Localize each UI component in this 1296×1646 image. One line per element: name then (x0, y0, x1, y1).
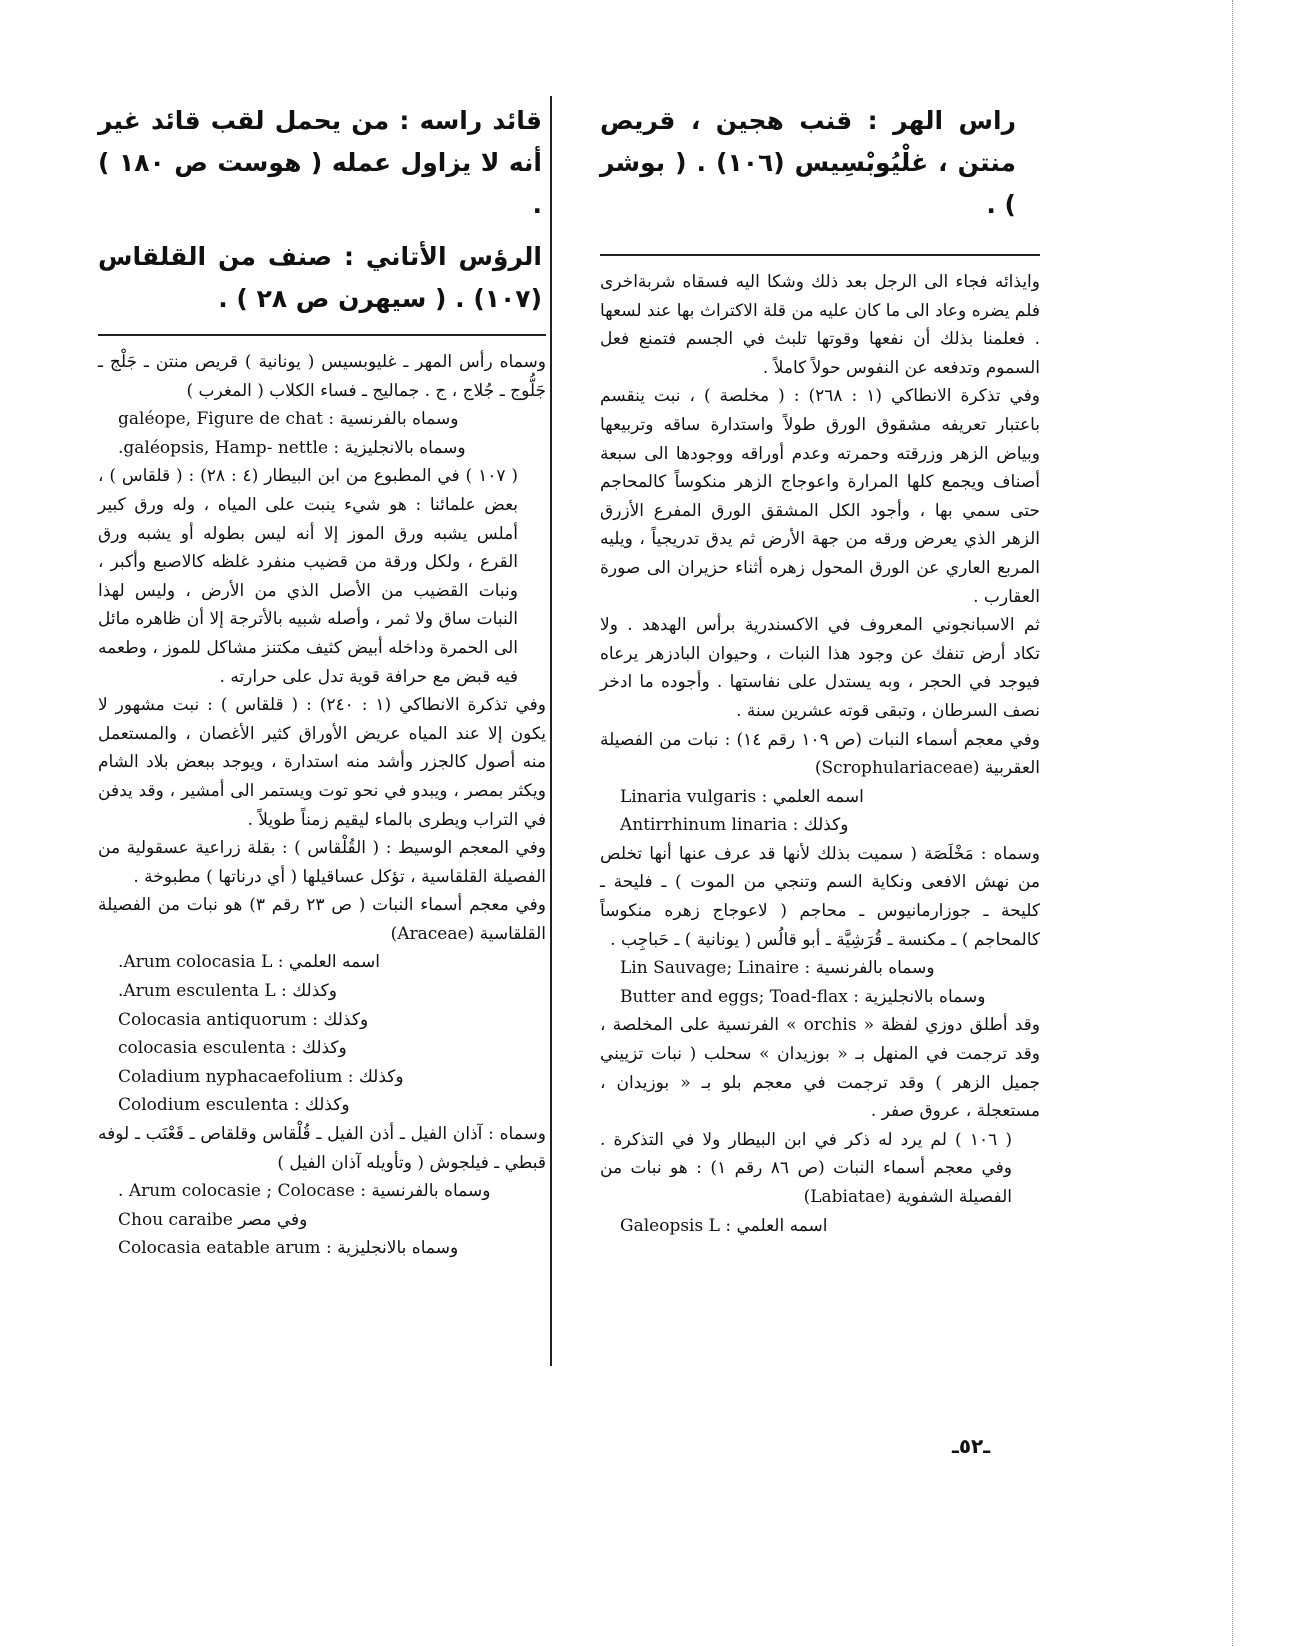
scientific-name-line: وسماه بالفرنسية : galéope, Figure de chat (118, 409, 459, 430)
footnote-paragraph: وفي تذكرة الانطاكي (١ : ٢٤٠) : ( قلقاس ) : نبت مشهور لا يكون إلا عند المياه عريض الأوراق كثير الأغصان ، والمستعمل منه أصول كالجزر وأشد منه استدارة ، ويوجد ببعض بلاد الشام ويكثر بمصر ، ويبدو في نحو توت ويستمر الى أمشير ، وقد يدفن في التراب ويطرى بالماء ليقيم زمناً طويلاً . (98, 695, 546, 830)
right-column (600, 100, 1040, 1240)
page-number: ـ٥٢ـ (952, 1434, 991, 1458)
scientific-name-line: اسمه العلمي : Arum colocasia L. (118, 952, 380, 973)
scientific-name-line: وكذلك : colocasia esculenta (118, 1038, 347, 1059)
scientific-name-line: وكذلك : Colodium esculenta (118, 1095, 350, 1116)
scientific-name-line: وكذلك : Arum esculenta L. (118, 981, 337, 1002)
entry-qaid-rasah: قائد راسه : من يحمل لقب قائد غير أنه لا يزاول عمله ( هوست ص ١٨٠ ) . (98, 106, 542, 219)
footnotes-right (600, 268, 1040, 1240)
footnote-rule (600, 254, 1040, 256)
scientific-name-line: وفي مصر Chou caraibe (118, 1209, 308, 1230)
footnote-paragraph: وقد أطلق دوزي لفظة « orchis » الفرنسية على المخلصة ، وقد ترجمت في المنهل بـ « بوزيدان » سحلب ( نبات تزييني جميل الزهر ) وقد ترجمت في معجم بلو بـ « بوزيدان ، مستعجلة ، عروق صفر . (600, 1015, 1040, 1122)
scientific-name-line: وكذلك : Coladium nyphacaefolium (118, 1066, 404, 1087)
footnote-107: ( ١٠٧ ) في المطبوع من ابن البيطار (٤ : ٢٨) : ( قلقاس ) ، بعض علمائنا : هو شيء ينبت على المياه ، وله ورق كبير أملس يشبه ورق الموز إلا أنه ليس بطوله أو يشبه ورق القرع ، ولكل ورقة من قضيب منفرد غلظه كالاصبع وأكبر ، ونبات القضيب من الأصل الذي من الأرض ، وليس لهذا النبات ساق ولا ثمر ، وأصله شبيه بالأترجة إلا أن ظاهره مائل الى الحمرة وداخله أبيض كثيف مكتنز مشاكل للموز ، وطعمه فيه قبض مع حرافة قوية تدل على حرارته . (98, 466, 518, 687)
entry-ras-alhirr: راس الهر : قنب هجين ، قريص منتن ، غلْيُوبْسِيس (١٠٦) . ( بوشر ) . (600, 106, 1016, 219)
footnote-paragraph: وسماه : آذان الفيل ـ أذن الفيل ـ قُلْقاس وقلقاص ـ قَعْنَب ـ لوفه قبطي ـ فيلجوش ( وتأويله آذان الفيل ) (98, 1124, 546, 1173)
page-edge-line (1232, 0, 1233, 1646)
column-divider (550, 96, 552, 1366)
footnote-106: ( ١٠٦ ) لم يرد له ذكر في ابن البيطار ولا في التذكرة . وفي معجم أسماء النبات (ص ٨٦ رقم ١) : هو نبات من الفصيلة الشفوية (Labiatae) (600, 1129, 1012, 1207)
entry-alruus-alatani: الرؤس الأتاني : صنف من القلقاس (١٠٧) . ( سيهرن ص ٢٨ ) . (98, 242, 542, 313)
scientific-name-line: وسماه بالانجليزية : Butter and eggs; Toad-flax (620, 986, 986, 1007)
scientific-name-line: وسماه بالانجليزية : galéopsis, Hamp- nettle. (118, 437, 466, 458)
scientific-name-line: وسماه بالانجليزية : Colocasia eatable arum (118, 1238, 459, 1259)
footnote-paragraph: وفي معجم أسماء النبات (ص ١٠٩ رقم ١٤) : نبات من الفصيلة العقربية (Scrophulariaceae) (600, 729, 1040, 779)
scientific-name-line: اسمه العلمي : Linaria vulgaris (620, 786, 864, 807)
scientific-name-line: اسمه العلمي : Galeopsis L (620, 1215, 828, 1236)
footnotes-left (98, 348, 546, 1263)
footnote-paragraph: وفي تذكرة الانطاكي (١ : ٢٦٨) : ( مخلصة ) ، نبت ينقسم باعتبار تعريفه مشقوق الورق طولاً واستدارة ساقه وتربيعها وبياض الزهر وزرقته وحمرته وعدم أوراقه ووجودها الى سبعة أصناف ويجمع كلها المرارة واعوجاج الزهر منكوساً كالمحاجم حتى سمي بها ، وأجود الكل المشقق الورق المفرع الأزرق الزهر الذي يعرض ورقه من جهة الأرض ثم يدق تدريجياً ، ويليه المربع العاري عن الورق المحول زهره أثناء حزيران الى صورة العقارب . (600, 386, 1040, 607)
scientific-name-line: وكذلك : Colocasia antiquorum (118, 1009, 369, 1030)
scientific-name-line: وسماه بالفرنسية : Lin Sauvage; Linaire (620, 958, 935, 979)
footnote-paragraph: وسماه رأس المهر ـ غليوبسيس ( يونانية ) قريص منتن ـ جَلْج ـ جَلُّوج ـ جُلاج ، ج . جماليج ـ فساء الكلاب ( المغرب ) (98, 352, 546, 401)
footnote-rule (98, 334, 546, 336)
scientific-name-line: وكذلك : Antirrhinum linaria (620, 815, 849, 836)
footnote-paragraph: وفي المعجم الوسيط : ( القُلْقاس ) : بقلة زراعية عسقولية من الفصيلة القلقاسية ، تؤكل عساقيلها ( أي درناتها ) مطبوخة . (98, 838, 546, 887)
scientific-name-line: وسماه بالفرنسية : Arum colocasie ; Colocase . (118, 1181, 491, 1202)
footnote-paragraph: وفي معجم أسماء النبات ( ص ٢٣ رقم ٣) هو نبات من الفصيلة القلقاسية (Araceae) (98, 895, 546, 944)
footnote-paragraph: وسماه : مَخْلَصَة ( سميت بذلك لأنها قد عرف عنها أنها تخلص من نهش الافعى ونكاية السم وتنجي من الموت ) ـ فليحة ـ كليحة ـ جوزارمانيوس ـ محاجم ( لاعوجاج زهره منكوساً كالمحاجم ) ـ مكنسة ـ قُرَشِيَّة ـ أبو قالُس ( يونانية ) ـ حَباجِب . (600, 843, 1040, 950)
footnote-paragraph: وايذائه فجاء الى الرجل بعد ذلك وشكا اليه فسقاه شربةاخرى فلم يضره وعاد الى ما كان عليه من قلة الاكتراث بها عند لسعها . فعلمنا بذلك أن نفعها وقوتها تلبث في الجسم فتمنع فعل السموم وتدفعه عن النفوس حولاً كاملاً . (600, 272, 1040, 378)
footnote-paragraph: ثم الاسبانجوني المعروف في الاكسندرية برأس الهدهد . ولا تكاد أرض تنفك عن وجود هذا النبات ، وحيوان البادزهر يرعاه فيوجد في الحجر ، وبه يستدل على نفاستها . وأجوده ما ادخر نصف السرطان ، وتبقى قوته عشرين سنة . (600, 615, 1040, 721)
left-column (98, 100, 546, 1263)
